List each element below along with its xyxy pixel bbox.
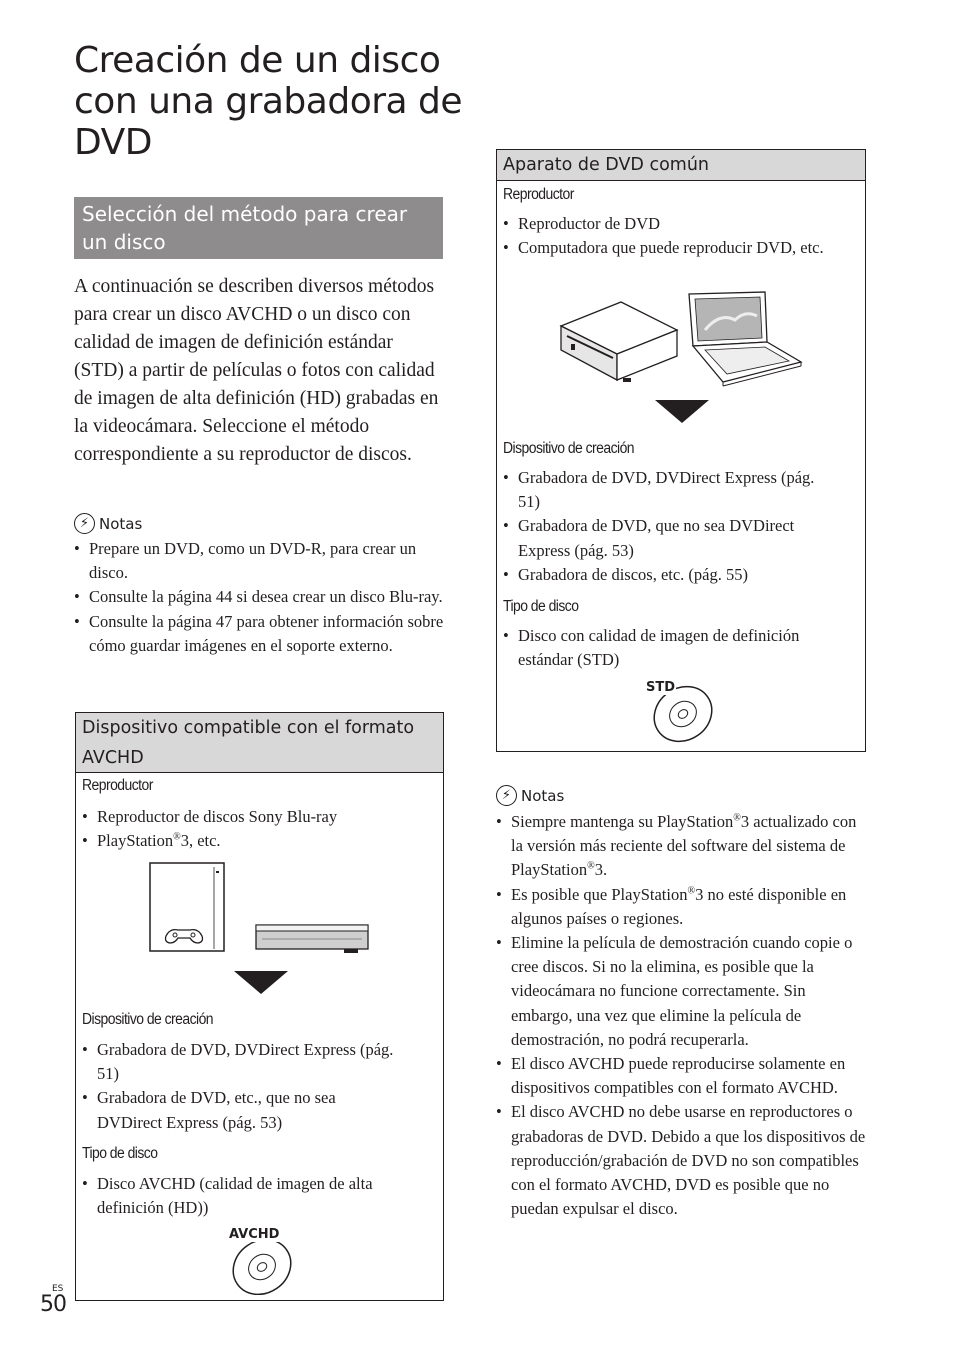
list-item: • Elimine la película de demostración cuando copie o cree discos. Si no la elimina, es posible que la videocámara no funcione correctamente. Sin embargo, una vez que elimine la película de demostración, no podrá recuperarla. xyxy=(496,931,868,1052)
notes-left-heading xyxy=(74,513,142,534)
dvd-box-heading: Aparato de DVD común xyxy=(497,150,865,181)
registered-mark: ® xyxy=(687,885,696,897)
std-disc-icon xyxy=(645,678,717,746)
dvd-disc-list xyxy=(503,624,848,672)
avchd-disc-list xyxy=(82,1172,422,1220)
list-item: • Grabadora de discos, etc. (pág. 55) xyxy=(503,563,838,587)
list-text: 3 actualizado con la versión más reciente del software del sistema de PlayStation xyxy=(511,812,857,880)
avchd-logo-text: AVCHD xyxy=(229,1227,280,1242)
intro-paragraph: A continuación se describen diversos métodos para crear un disco AVCHD o un disco con calidad de imagen de definición estándar (STD) a partir de películas o fotos con calidad de imagen de alta definición (HD) grabadas en la videocámara. Seleccione el método correspondiente a su reproductor de discos. xyxy=(74,276,439,465)
dvd-disc-label: Tipo de disco xyxy=(503,598,579,615)
list-item: • Prepare un DVD, como un DVD-R, para crear un disco. xyxy=(74,537,446,585)
std-logo-text: STD xyxy=(646,680,676,695)
list-text: 3. xyxy=(594,860,608,880)
avchd-box-heading: Dispositivo compatible con el formato AVCHD xyxy=(76,713,443,773)
avchd-box xyxy=(75,712,444,1301)
notes-left-heading-label: Notas xyxy=(99,514,143,533)
list-text: Siempre mantenga su PlayStation xyxy=(511,812,734,831)
avchd-player-label: Reproductor xyxy=(82,777,153,794)
avchd-creation-label: Dispositivo de creación xyxy=(82,1011,214,1028)
dvd-creation-list xyxy=(503,466,838,587)
page-number: 50 xyxy=(40,1292,66,1317)
section-heading: Selección del método para crear un disco xyxy=(74,197,443,259)
list-item: • Grabadora de DVD, DVDirect Express (pág. 51) xyxy=(82,1038,402,1086)
list-item: • Disco AVCHD (calidad de imagen de alta definición (HD)) xyxy=(82,1172,422,1220)
list-text: 3 no esté disponible en algunos países o regiones. xyxy=(511,884,847,928)
list-item: • Grabadora de DVD, que no sea DVDirect Express (pág. 53) xyxy=(503,514,838,562)
list-item: • Consulte la página 47 para obtener información sobre cómo guardar imágenes en el soporte externo. xyxy=(74,610,446,658)
list-item xyxy=(496,810,868,883)
list-text: 3, etc. xyxy=(180,831,221,851)
down-arrow-icon xyxy=(655,400,709,424)
list-item xyxy=(496,883,868,931)
list-text: PlayStation xyxy=(97,831,174,851)
down-arrow-icon xyxy=(234,971,288,995)
list-item xyxy=(82,829,437,853)
page-language: ES xyxy=(52,1284,64,1294)
dvd-player-illustration xyxy=(557,296,681,386)
dvd-box xyxy=(496,149,866,752)
playstation-console-illustration xyxy=(148,861,228,955)
notes-right-heading xyxy=(496,785,564,806)
list-item: • Reproductor de discos Sony Blu-ray xyxy=(82,805,437,829)
list-text: Es posible que PlayStation xyxy=(511,884,688,904)
list-item: • El disco AVCHD puede reproducirse solamente en dispositivos compatibles con el formato AVCHD. xyxy=(496,1052,868,1100)
dvd-creation-label: Dispositivo de creación xyxy=(503,440,635,457)
avchd-disc-icon xyxy=(226,1227,298,1293)
list-item: • Consulte la página 44 si desea crear un disco Blu-ray. xyxy=(74,585,446,609)
notes-right-list xyxy=(496,810,868,1221)
notes-right-heading-label: Notas xyxy=(521,786,565,805)
list-item: • Grabadora de DVD, DVDirect Express (pág. 51) xyxy=(503,466,838,514)
avchd-creation-list xyxy=(82,1038,402,1135)
registered-mark: ® xyxy=(173,831,181,843)
bluray-player-illustration xyxy=(252,921,372,957)
avchd-player-list xyxy=(82,805,437,853)
dvd-player-list xyxy=(503,212,848,260)
list-item: • Computadora que puede reproducir DVD, etc. xyxy=(503,236,848,260)
page-title: Creación de un disco con una grabadora de DVD xyxy=(74,40,463,163)
list-item: • Reproductor de DVD xyxy=(503,212,848,236)
avchd-disc-label: Tipo de disco xyxy=(82,1145,158,1162)
notes-icon: ⚡ xyxy=(74,513,95,534)
registered-mark: ® xyxy=(587,860,595,872)
dvd-player-label: Reproductor xyxy=(503,186,574,203)
list-item: • Grabadora de DVD, etc., que no sea DVDirect Express (pág. 53) xyxy=(82,1086,402,1134)
notes-left-list xyxy=(74,537,446,658)
list-item: • El disco AVCHD no debe usarse en reproductores o grabadoras de DVD. Debido a que los dispositivos de reproducción/grabación de DVD no son compatibles con el formato AVCHD, DVD es posible que no puedan expulsar el disco. xyxy=(496,1100,868,1221)
notes-icon: ⚡ xyxy=(496,785,517,806)
list-item: • Disco con calidad de imagen de definición estándar (STD) xyxy=(503,624,848,672)
laptop-illustration xyxy=(685,290,805,388)
registered-mark: ® xyxy=(733,812,741,824)
